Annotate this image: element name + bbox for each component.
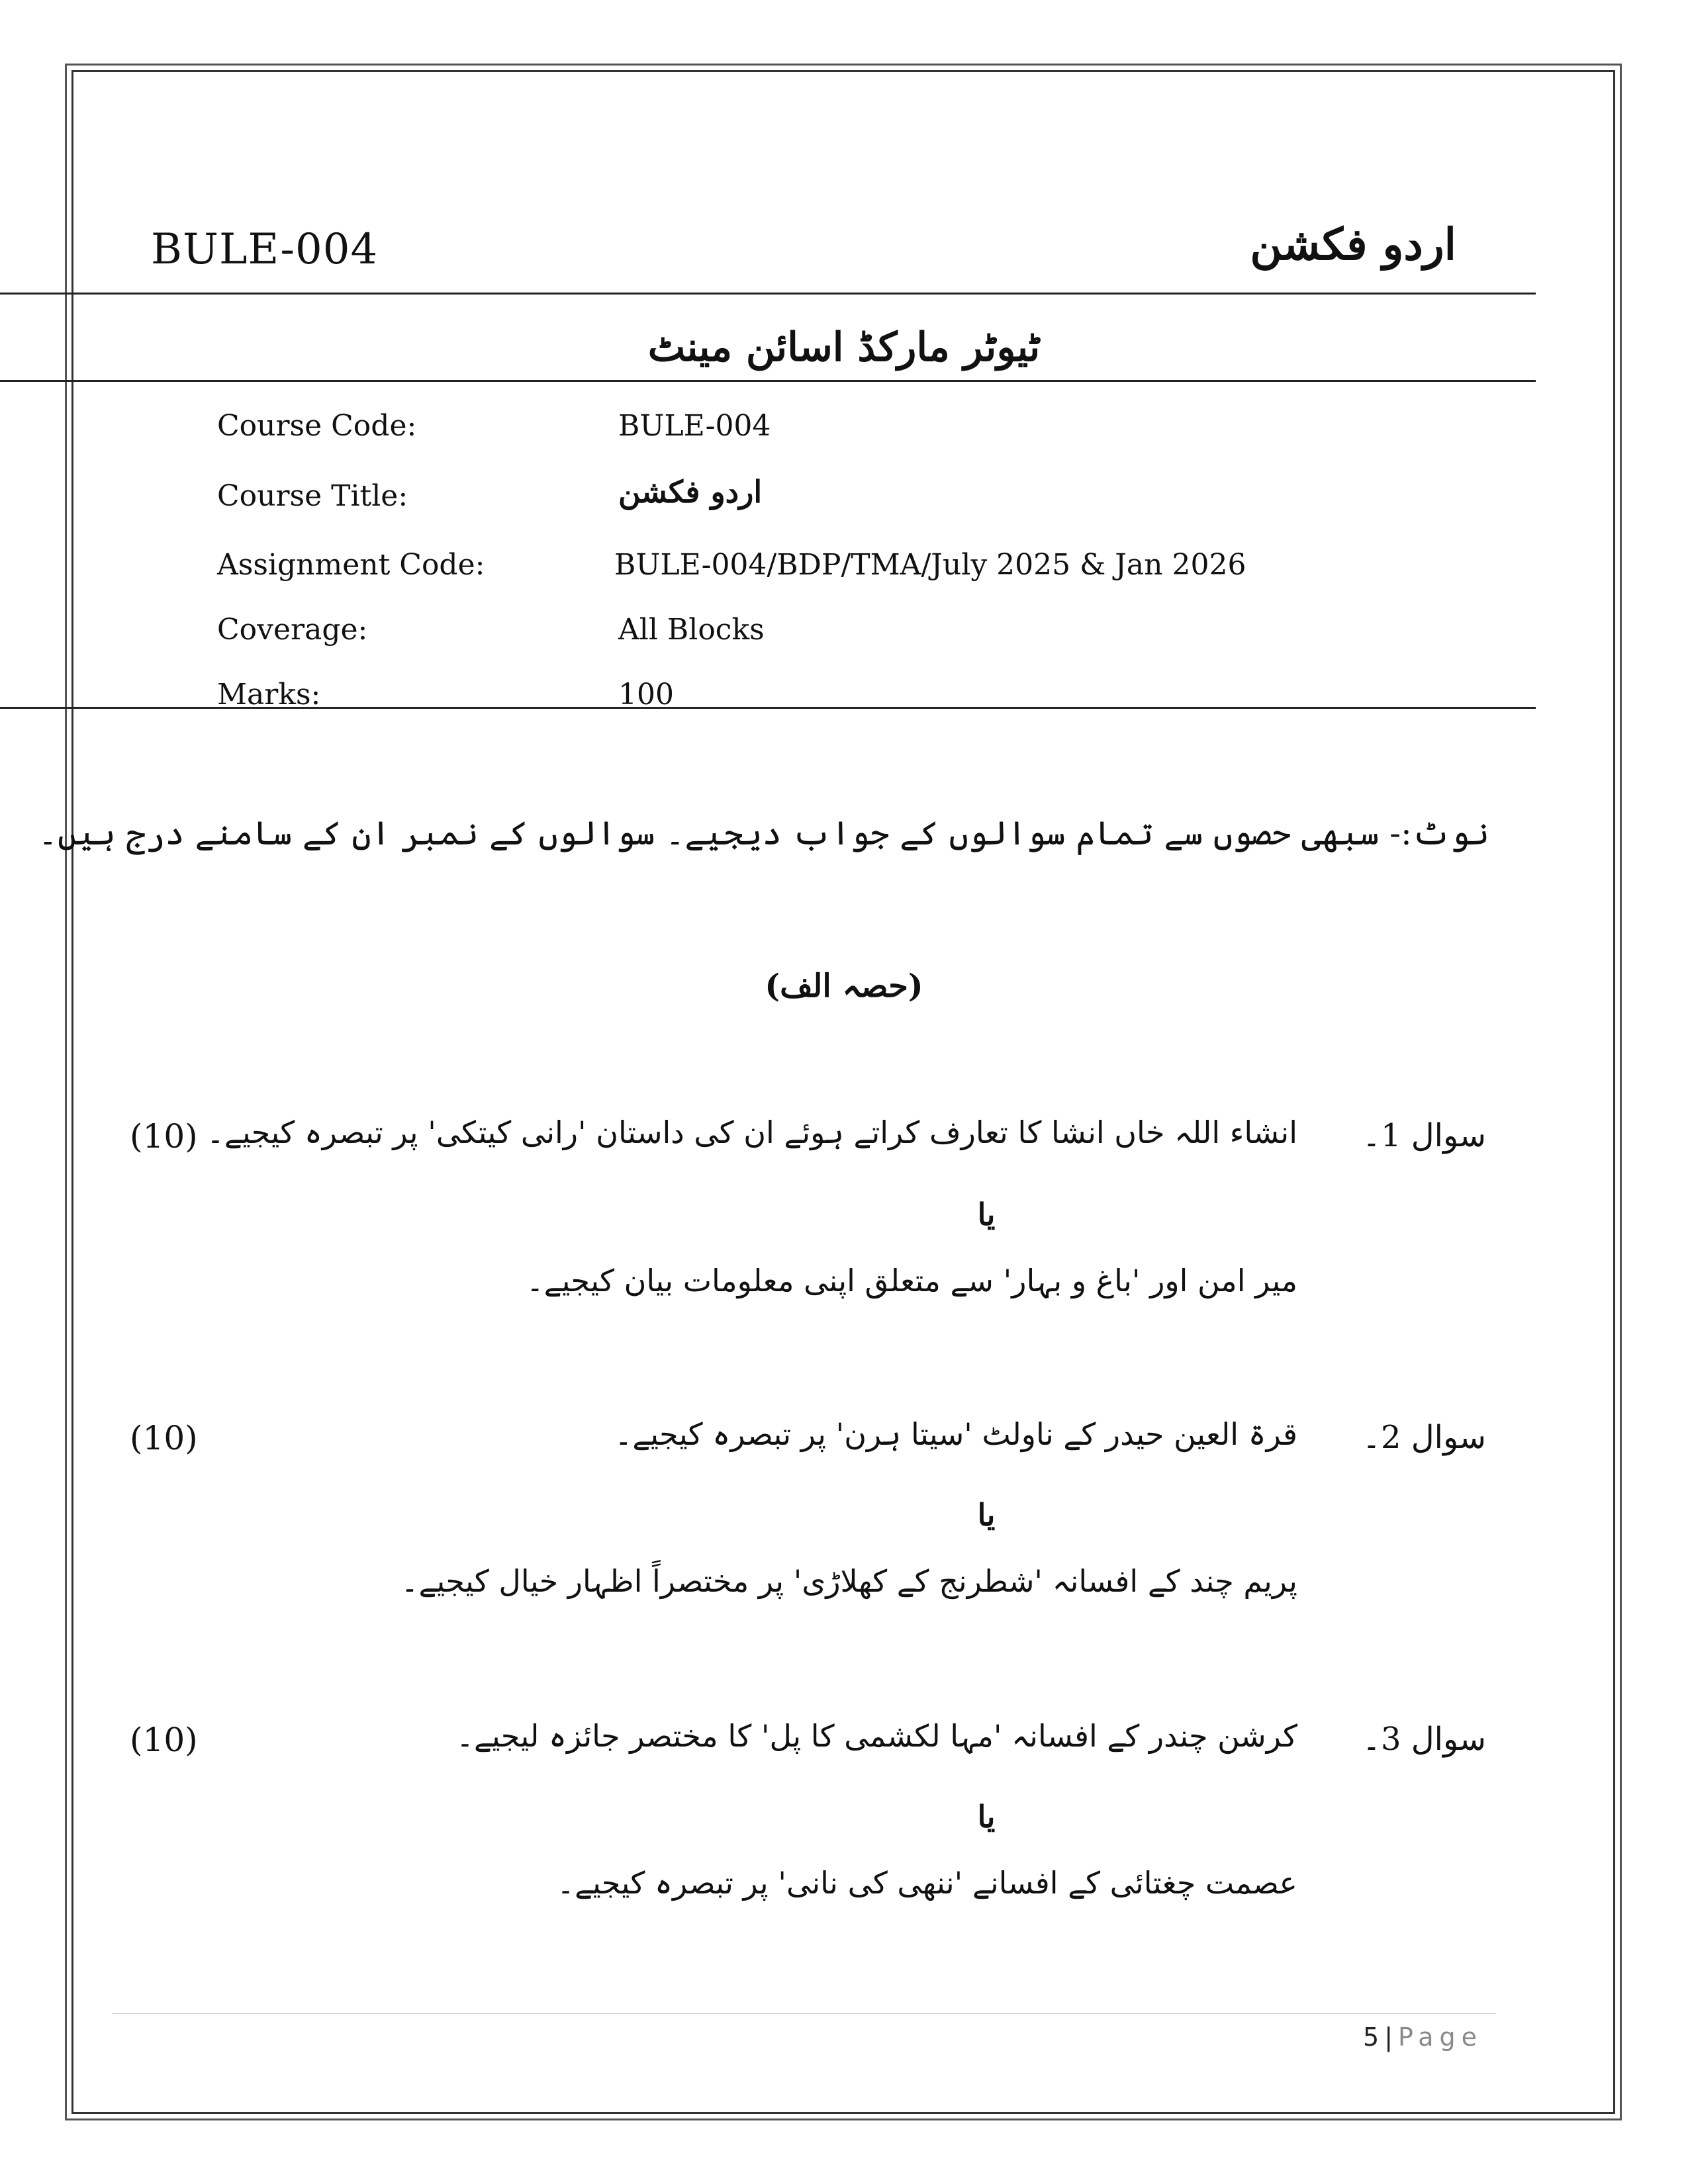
info-value-course-code: BULE-004	[618, 409, 771, 443]
info-label-coverage: Coverage:	[217, 613, 368, 647]
page-border-inner	[71, 70, 1615, 2114]
question-alt-text: پریم چند کے افسانہ 'شطرنج کے کھلاڑی' پر مختصراً اظہار خیال کیجیے۔	[400, 1563, 1297, 1599]
question-label: سوال 3۔	[1362, 1721, 1486, 1758]
footer-rule	[113, 2013, 1496, 2014]
or-separator: یا	[977, 1497, 996, 1533]
question-text: قرۃ العین حیدر کے ناولٹ 'سیتا ہرن' پر تبصرہ کیجیے۔	[614, 1416, 1297, 1452]
or-separator: یا	[977, 1799, 996, 1835]
assignment-heading: ٹیوٹر مارکڈ اسائن مینٹ	[647, 324, 1041, 371]
question-marks: (10)	[130, 1117, 198, 1156]
rule-top	[0, 293, 1536, 295]
info-value-assignment-code: BULE-004/BDP/TMA/July 2025 & Jan 2026	[614, 548, 1246, 582]
rule-bottom	[0, 707, 1536, 709]
question-label: سوال 1۔	[1362, 1117, 1486, 1154]
question-label: سوال 2۔	[1362, 1419, 1486, 1456]
question-alt-text: عصمت چغتائی کے افسانے 'ننھی کی نانی' پر تبصرہ کیجیے۔	[557, 1865, 1297, 1901]
info-label-course-title: Course Title:	[217, 479, 408, 513]
info-value-course-title: اردو فکشن	[618, 474, 763, 510]
question-text: انشاء اللہ خاں انشا کا تعارف کراتے ہوئے ان کی داستان 'رانی کیتکی' پر تبصرہ کیجیے۔	[206, 1115, 1297, 1150]
or-separator: یا	[977, 1197, 996, 1232]
info-value-coverage: All Blocks	[618, 613, 765, 647]
page-footer	[1363, 2023, 1483, 2052]
section-title: (حصہ الف)	[765, 968, 923, 1005]
footer-separator: |	[1384, 2023, 1393, 2052]
question-text: کرشن چندر کے افسانہ 'مہا لکشمی کا پل' کا مختصر جائزہ لیجیے۔	[456, 1718, 1297, 1754]
info-label-assignment-code: Assignment Code:	[217, 548, 485, 582]
course-title-heading: اردو فکشن	[1250, 218, 1456, 270]
question-marks: (10)	[130, 1419, 198, 1457]
info-label-course-code: Course Code:	[217, 409, 417, 443]
info-label-marks: Marks:	[217, 678, 321, 711]
question-marks: (10)	[130, 1721, 198, 1759]
instructions-note: نوٹ:- سبھی حصوں سے تمام سوالوں کے جواب دیجیے۔ سوالوں کے نمبر ان کے سامنے درج ہیں۔	[38, 814, 1489, 852]
page-word: Page	[1398, 2023, 1483, 2052]
course-code-heading: BULE-004	[151, 225, 379, 274]
question-alt-text: میر امن اور 'باغ و بہار' سے متعلق اپنی معلومات بیان کیجیے۔	[526, 1263, 1297, 1298]
info-value-marks: 100	[618, 678, 674, 711]
page-number: 5	[1363, 2023, 1380, 2052]
rule-middle	[0, 380, 1536, 382]
